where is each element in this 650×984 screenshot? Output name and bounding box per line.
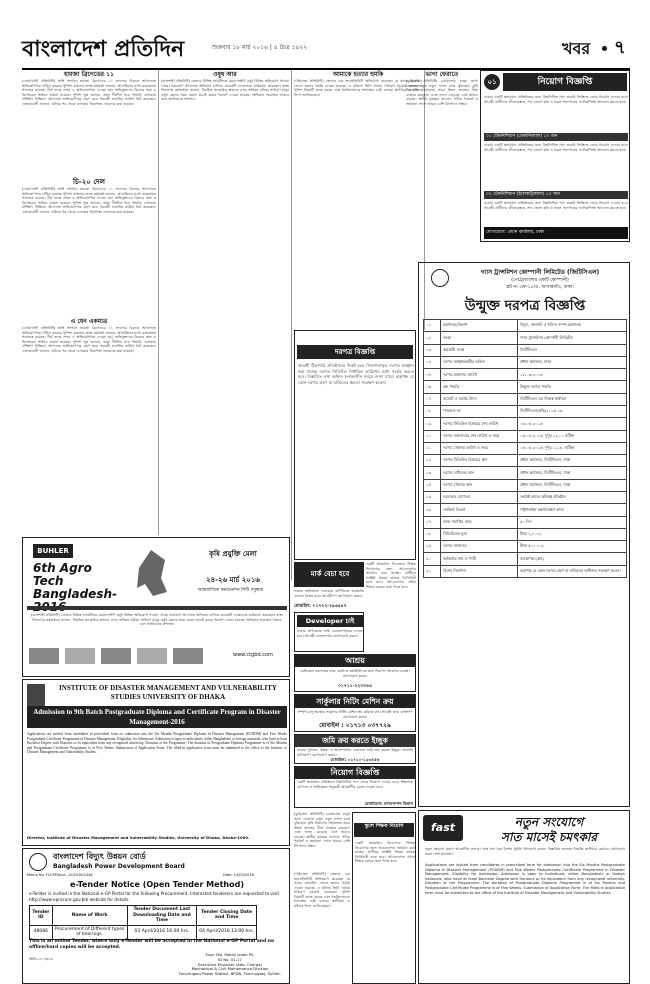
row-label: দরপত্র দাখিলের স্থান [441, 467, 518, 479]
shop-sale-phone: মোবাইল: ০১৭২২-২৯৬৫৪৭ [294, 604, 347, 609]
row-label: কাজ সমাপ্তির সময় [441, 516, 518, 528]
row-value: টাকা ৫০,০০০/- [518, 541, 627, 553]
gazette-notice [294, 812, 350, 984]
table-row [424, 528, 627, 540]
land-purchase-ad [294, 734, 416, 764]
column-header: Tender Document Last Downloading Date and Time [127, 906, 197, 926]
gas-tender [418, 262, 630, 807]
table-row [424, 369, 627, 381]
tender-note: This is an online Tender, where only e-Tender will be accepted in the National e-GP Portal and no offline/hard copies will be accepted. [29, 939, 275, 950]
shop-sale-ad [294, 562, 364, 587]
row-value: গ্যাস ট্রান্সমিশন কোম্পানী লিমিটেড [518, 332, 627, 344]
fast-title: নতুন সংযোগে [514, 815, 584, 829]
row-number: ১৬ [424, 504, 441, 516]
headline: হামজা ব্রিগেডের ১১ [64, 71, 114, 78]
ad-title: Developer চাই [297, 615, 363, 627]
ad-body: সম্পূর্ণ চালু অবস্থায় সার্কুলার নিটিং মেশিন ক্রয় করিতে চাই। আগ্রহী ক্রয়ে ব্যক্তিগণ যোগাযোগ করুন। [297, 710, 413, 719]
bpdb-tender [22, 848, 290, 984]
headline: চি-২০ দেল [73, 178, 105, 186]
row-value: পাইপলাইন রক্ষণাবেক্ষণ কাজ [518, 504, 627, 516]
notice-text: (কুড়িগ্রাম প্রতিনিধি) চরাঞ্চলের মানুষ ভাগ্য ফেরাতে নতুন নতুন ফসল চাষে ঝুঁকছেন। কৃষি বিভাগের সহায়তায় তারা উন্নত জাতের বীজ ব্যবহার করছেন। এতে ফলন বেড়েছে এবং আয়ও বাড়ছে। স্থানীয় কৃষকরা জানান, সঠিক পরামর্শ ও সহায়তা পেলে আরও বেশি উৎপাদন সম্ভব। [294, 812, 350, 848]
table-cell: Procurement of Different types of bearings. [52, 925, 127, 939]
row-label: দরপত্র জামানত [441, 541, 518, 553]
row-number: ০৯ [424, 418, 441, 430]
sponsor-logo [101, 648, 131, 664]
sponsor-logo [29, 648, 59, 664]
row-label: দরপত্র প্রকাশের তারিখ [441, 369, 518, 381]
admission-footer: Director, Institute of Disaster Management and Vulnerability Studies, University of Dhaka, Dhaka-1000. [27, 835, 250, 840]
row-value: টাকা ২,০০০/- [518, 528, 627, 540]
row-value: বিদ্যুৎ, জ্বালানি ও খনিজ সম্পদ মন্ত্রণালয় [518, 320, 627, 332]
table-row [424, 381, 627, 393]
row-value: ০৪-০৪-২০১৬, দুপুর ১২.৩০ ঘটিকা [518, 442, 627, 454]
ad-header: দরপত্র বিজ্ঞপ্তি [297, 345, 413, 359]
row-label: ক্রয় পদ্ধতি [441, 381, 518, 393]
tender-intro: e-Tender is invited in the National e-GP Portal for the following Procurement. Interested tenderers are requested to visit http://www.eprocure.gov.bd/ website for details. [29, 891, 280, 902]
sponsor-logo [137, 648, 167, 664]
left-footnote: জিডি-১৮০৩/১৬ [29, 957, 53, 961]
row-value: জিটিসিএল [518, 344, 627, 356]
row-label: ক্রয়কারী সংস্থা [441, 344, 518, 356]
ad-body: মেডিকেল কলেজের ছাত্র, ছাত্রী ও কর্মজীবীদের জন্য নিরাপদ আবাসন ব্যবস্থা। যোগাযোগ করুন। [300, 669, 410, 678]
table-row [424, 393, 627, 405]
row-number: ০৩ [424, 344, 441, 356]
masthead-date: শুক্রবার ১৮ মার্চ ২০১৬ | ৪ চৈত্র ১৪২২ [212, 44, 308, 51]
notice-text: (গাইবান্ধা প্রতিনিধি) জেলার এক জনপ্রতিনিধি অভিযোগ করেছেন যে তাকে মোবাইল ফোনে হত্যার হুমকি দেওয়া হয়েছে। এ ঘটনায় তিনি থানায় সাধারণ ডায়েরি করেছেন। পুলিশ বিষয়টি তদন্ত করছে এবং হুমকিদাতাকে শনাক্তের চেষ্টা চলছে। স্থানীয়রা এ ঘটনার নিন্দা জানিয়েছেন। [294, 872, 350, 908]
table-row [424, 442, 627, 454]
fast-logo [423, 815, 463, 841]
ad-body: একটি স্বনামধন্য প্রতিষ্ঠানে নিম্নলিখিত পদে লোক নিয়োগ দেওয়া হবে। শিক্ষাগত যোগ্যতা ও অভিজ্ঞতা অনুযায়ী আকর্ষণীয় বেতন দেওয়া হবে। [297, 780, 413, 789]
table-cell: 04 April/2016 13:00 hrs. [197, 925, 257, 939]
tender-notice-ad [294, 330, 416, 560]
ad-body: ঢাকার পূর্বাচল, উত্তরা ও আশেপাশের এলাকায় জমি ক্রয় করতে ইচ্ছুক। সরাসরি মালিকগণ যোগাযোগ করুন। [297, 748, 413, 757]
tender-title: উন্মুক্ত দরপত্র বিজ্ঞপ্তি [464, 298, 586, 314]
school-teacher-ad [352, 812, 416, 984]
row-value: ০৩-০৪-২০১৬ [518, 418, 627, 430]
agro-subtitle: কৃষি প্রযুক্তি মেলা [209, 550, 257, 558]
fast-body: নতুন সংযোগ গ্রহণে আকর্ষণীয় অফার। সাত মাস ধরে বিশেষ সুবিধা উপভোগ করুন। বিস্তারিত জানতে নিকটস্থ কাস্টমার কেয়ারে যোগাযোগ করুন। শর্ত প্রযোজ্য। [425, 847, 625, 856]
column-header: Name of Work [52, 906, 127, 926]
sponsor-logos [29, 646, 229, 668]
signer-division: Mechanical & Civil Maintenance Division [191, 966, 269, 972]
article-text: (রাজশাহী প্রতিনিধি) জেলার বিভিন্ন ফার্মেসিতে মেয়াদোত্তীর্ণ ওষুধ বিক্রির অভিযোগ পাওয়া গেছে। ভ্রাম্যমাণ আদালত অভিযান চালিয়ে কয়েকটি দোকানকে জরিমানা করেছেন। স্বাস্থ্য বিভাগের কর্মকর্তারা জানান, নিয়মিত তদারকির অভাবে এসব অনিয়ম ঘটছে। সাধারণ মানুষ ওষুধ কেনার সময় মেয়াদ যাচাই করার পরামর্শ দেওয়া হয়েছে। অভিযান অব্যাহত থাকবে বলে জানিয়েছে প্রশাসন। [161, 79, 289, 101]
company-logo-icon [431, 269, 449, 287]
masthead [22, 34, 630, 68]
job-ad-2 [294, 766, 416, 808]
article-text: (নোয়াখালী প্রতিনিধি) জঙ্গি সংগঠন হামজা ব্রিগেডের ১১ সদস্যের বিরুদ্ধে আদালতে অভিযোগপত্র দাখিল করেছে পুলিশ। মামলার তদন্ত কর্মকর্তা জানান, আসামিদের মধ্যে কয়েকজন পলাতক রয়েছে। দীর্ঘ তদন্ত শেষে এ অভিযোগপত্র দেওয়া হয়। অভিযুক্তদের বিরুদ্ধে অস্ত্র ও বিস্ফোরক আইনে মামলা হয়েছে। পুলিশ সূত্র জানায়, তারা দীর্ঘদিন ধরে পাহাড়ি এলাকায় প্রশিক্ষণ নিচ্ছিল। আদালত অভিযোগপত্র গ্রহণ করে পরবর্তী শুনানির তারিখ ধার্য করেছেন। এলাকাবাসী জানান, ঘটনার পর থেকে এলাকায় নিরাপত্তা জোরদার করা হয়েছে। [22, 326, 156, 353]
table-row [424, 320, 627, 332]
row-value: ৯০ দিন [518, 516, 627, 528]
table-row [424, 405, 627, 417]
bpdb-logo-icon [29, 853, 47, 871]
ad-body: আগ্রহী ঠিকাদারি প্রতিষ্ঠানের নিকট হতে সিলগালাকৃত দরপত্র আহ্বান করা যাচ্ছে। দরপত্র সিডিউল নির্ধারিত তারিখের মধ্যে সংগ্রহ করতে হবে। বিস্তারিত তথ্য অফিস চলাকালীন সময়ে জানা যাবে। কর্তৃপক্ষ যে কোন দরপত্র গ্রহণ বা বাতিলের ক্ষমতা সংরক্ষণ করেন। [298, 363, 414, 385]
row-label: প্যাকেজ নং [441, 405, 518, 417]
row-label: দরপত্র খোলার তারিখ ও সময় [441, 442, 518, 454]
ad-title: জমি ক্রয় করতে ইচ্ছুক [295, 735, 415, 747]
row-value: কর্তৃপক্ষ যে কোন দরপত্র গ্রহণ বা বাতিলের অধিকার সংরক্ষণ করেন। [518, 565, 627, 577]
table-row [424, 455, 627, 467]
row-value: ১৮-০৩-২০১৬ [518, 369, 627, 381]
row-number: ২০ [424, 553, 441, 565]
ad-title: আশ্রয় [295, 655, 415, 667]
bpdb-date: Date: 14/03/2016 [223, 873, 254, 877]
table-row [424, 418, 627, 430]
table-row [424, 504, 627, 516]
ad-body: ঢাকার প্রাণকেন্দ্রে জমি ডেভেলপারকে দেওয়া হবে। আগ্রহী ডেভেলপার যোগাযোগ করুন। [297, 629, 363, 638]
news-col-2 [161, 70, 289, 580]
article-text: (নোয়াখালী প্রতিনিধি) জঙ্গি সংগঠন হামজা ব্রিগেডের ১১ সদস্যের বিরুদ্ধে আদালতে অভিযোগপত্র দাখিল করেছে পুলিশ। মামলার তদন্ত কর্মকর্তা জানান, আসামিদের মধ্যে কয়েকজন পলাতক রয়েছে। দীর্ঘ তদন্ত শেষে এ অভিযোগপত্র দেওয়া হয়। অভিযুক্তদের বিরুদ্ধে অস্ত্র ও বিস্ফোরক আইনে মামলা হয়েছে। পুলিশ সূত্র জানায়, তারা দীর্ঘদিন ধরে পাহাড়ি এলাকায় প্রশিক্ষণ নিচ্ছিল। আদালত অভিযোগপত্র গ্রহণ করে পরবর্তী শুনানির তারিখ ধার্য করেছেন। এলাকাবাসী জানান, ঘটনার পর থেকে এলাকায় নিরাপত্তা জোরদার করা হয়েছে। [22, 79, 156, 106]
row-label: দরপত্র জমাদানের শেষ তারিখ ও সময় [441, 430, 518, 442]
ad-subhead: যোগাযোগ: প্রধান কার্যালয়, ঢাকা [484, 227, 628, 239]
row-value: উন্মুক্ত দরপত্র পদ্ধতি [518, 381, 627, 393]
fast-subtitle: সাত মাসেই চমৎকার [501, 830, 597, 844]
row-value: জিটিসিএল/প্রকি/২০১৫-১৬ [518, 405, 627, 417]
ad-phone: ০১৭১১-২২৩৩৪৪ [337, 684, 373, 689]
article-text: (গাইবান্ধা প্রতিনিধি) জেলার এক জনপ্রতিনিধি অভিযোগ করেছেন যে তাকে মোবাইল ফোনে হত্যার হুমকি দেওয়া হয়েছে। এ ঘটনায় তিনি থানায় সাধারণ ডায়েরি করেছেন। পুলিশ বিষয়টি তদন্ত করছে এবং হুমকিদাতাকে শনাক্তের চেষ্টা চলছে। স্থানীয়রা এ ঘটনার নিন্দা জানিয়েছেন। [294, 79, 422, 97]
bpdb-memo: Memo No. FCCPP/Acct.-10/2016/1448 [27, 873, 93, 877]
fast-brand: fast [430, 821, 455, 834]
row-number: ২১ [424, 565, 441, 577]
university-logo-icon [27, 684, 45, 706]
bpdb-subtitle: Bangladesh Power Development Board [53, 863, 185, 870]
agro-divider [27, 606, 287, 610]
ad-phone: মোবাইল: ০১৭১০-১২৩৪৫৬ [330, 757, 380, 762]
row-number: ১৪ [424, 479, 441, 491]
row-value: প্রধান কার্যালয়, জিটিসিএল, ঢাকা [518, 467, 627, 479]
row-value: ব্যবস্থাপক (ক্রয়) [518, 553, 627, 565]
row-number: ১৮ [424, 528, 441, 540]
table-row [424, 332, 627, 344]
table-row [424, 344, 627, 356]
table-row [424, 356, 627, 368]
table-cell: 03 April/2016 16:00 hrs. [127, 925, 197, 939]
tender-table [29, 905, 257, 940]
buhler-logo: BUHLER [33, 544, 73, 558]
tender-table [423, 319, 627, 578]
col-divider [158, 70, 159, 535]
column-header: Tender ID [30, 906, 53, 926]
table-row [424, 565, 627, 577]
agro-venue: আন্তর্জাতিক কনভেনশন সিটি বসুন্ধরা [197, 588, 264, 593]
fast-ad [418, 810, 630, 984]
row-label: মন্ত্রণালয়/বিভাগ [441, 320, 518, 332]
row-value: প্রধান কার্যালয়, জিটিসিএল, ঢাকা [518, 479, 627, 491]
signer-name: Engr. Md. Rabiul Islam Pk. [205, 952, 255, 957]
table-row [424, 516, 627, 528]
row-number: ০৭ [424, 393, 441, 405]
shop-sale-body: ঢাকার অভিজাত এলাকায় বাণিজ্যিক মার্কেটের দোকান বিক্রয় হবে। আগ্রহীগণ যোগাযোগ করুন। [294, 589, 364, 598]
sponsor-logo [65, 648, 95, 664]
row-label: দরপত্র সিডিউল বিক্রয়ের শেষ তারিখ [441, 418, 518, 430]
signer-address: Fenchuganj Power Station, BPDB, Fenchuganj, Sylhet. [179, 971, 281, 977]
table-row [424, 467, 627, 479]
article-text: (কুড়িগ্রাম প্রতিনিধি) চরাঞ্চলের মানুষ ভাগ্য ফেরাতে নতুন নতুন ফসল চাষে ঝুঁকছেন। কৃষি বিভাগের সহায়তায় তারা উন্নত জাতের বীজ ব্যবহার করছেন। এতে ফলন বেড়েছে এবং আয়ও বাড়ছে। স্থানীয় কৃষকরা জানান, সঠিক পরামর্শ ও সহায়তা পেলে আরও বেশি উৎপাদন সম্ভব। [406, 79, 478, 106]
ad-body: ঢাকায় একটি স্বনামধন্য প্রতিষ্ঠানের জন্য নিম্নলিখিত পদে জরুরি ভিত্তিতে লোক নিয়োগ দেওয়া হবে। আগ্রহী প্রার্থীদের জীবনবৃত্তান্ত, সদ্য তোলা ছবি ও সকল সনদপত্রের ফটোকপিসহ আবেদন করতে হবে। [484, 201, 628, 210]
ad-title: সার্কুলার নিটিং মেশিন ক্রয় [295, 695, 415, 708]
row-number: ০৪ [424, 356, 441, 368]
headline: ওষুধ আর [213, 71, 237, 78]
row-value: প্রধান কার্যালয়, ঢাকা [518, 356, 627, 368]
row-label: দরদাতার যোগ্যতা [441, 491, 518, 503]
row-label: দরপত্র আহ্বানকারীর অফিস [441, 356, 518, 368]
developer-ad [294, 612, 364, 652]
row-label: সিডিউলের মূল্য [441, 528, 518, 540]
row-value: জিটিসিএল এর নিজস্ব অর্থায়ন [518, 393, 627, 405]
table-row [424, 491, 627, 503]
agro-title: 6th Agro Tech Bangladesh- [33, 561, 117, 601]
row-label: দরপত্র খোলার স্থান [441, 479, 518, 491]
row-label: সংক্ষিপ্ত বিবরণ [441, 504, 518, 516]
row-number: ১৯ [424, 541, 441, 553]
ad-phone: মোবাইল : ০১৭১৩ ০৩৭৭২৯ [319, 722, 391, 729]
fast-body: Applications are invited from candidates in prescribed form for admission into the Six Months Postgraduate Diploma in Disaster Management (PGDDM) and Five Weeks Postgraduate Certificate Programme in Disaster Management. Eligibility for Admission: Admission is open to individuals, either Bangladeshi or foreign nationals, who have at least Bachelor Degree with Honours or its equivalent from any recognized university. Duration of the Programme: The duration of Postgraduate Diploma Programme is of Six Months and Postgraduate Certificate Programme is of Five Weeks. Submission of Application Form: The filled-in application form must be submitted to the office of the Institute of Disaster Management and Vulnerability Studies. [425, 863, 625, 895]
row-number: ১৫ [424, 491, 441, 503]
row-value: প্রধান কার্যালয়, জিটিসিএল, ঢাকা [518, 455, 627, 467]
bpdb-title: বাংলাদেশ বিদ্যুৎ উন্নয়ন বোর্ড [53, 852, 146, 861]
headline: ভাগ্য ফেরাতে [425, 71, 459, 78]
agro-exhibitors: (রাজশাহী প্রতিনিধি) জেলার বিভিন্ন ফার্মেসিতে মেয়াদোত্তীর্ণ ওষুধ বিক্রির অভিযোগ পাওয়া গেছে। ভ্রাম্যমাণ আদালত অভিযান চালিয়ে কয়েকটি দোকানকে জরিমানা করেছেন। স্বাস্থ্য বিভাগের কর্মকর্তারা জানান, নিয়মিত তদারকির অভাবে এসব অনিয়ম ঘটছে। সাধারণ মানুষ ওষুধ কেনার সময় মেয়াদ যাচাই করার পরামর্শ দেওয়া হয়েছে। অভিযান অব্যাহত থাকবে বলে জানিয়েছে প্রশাসন। [31, 613, 283, 626]
headline: আমাকে হত্যার হুমকি [332, 71, 384, 78]
news-col-1 [22, 70, 156, 535]
ad-title: মার্ক বেচা হবে [310, 570, 350, 578]
table-cell: 48086 [30, 925, 53, 939]
table-row [30, 925, 257, 939]
agro-dates: ২৪-২৬ মার্চ ২০১৬ [206, 576, 260, 584]
knitting-ad [294, 694, 416, 732]
article-text: (নোয়াখালী প্রতিনিধি) জঙ্গি সংগঠন হামজা ব্রিগেডের ১১ সদস্যের বিরুদ্ধে আদালতে অভিযোগপত্র দাখিল করেছে পুলিশ। মামলার তদন্ত কর্মকর্তা জানান, আসামিদের মধ্যে কয়েকজন পলাতক রয়েছে। দীর্ঘ তদন্ত শেষে এ অভিযোগপত্র দেওয়া হয়। অভিযুক্তদের বিরুদ্ধে অস্ত্র ও বিস্ফোরক আইনে মামলা হয়েছে। পুলিশ সূত্র জানায়, তারা দীর্ঘদিন ধরে পাহাড়ি এলাকায় প্রশিক্ষণ নিচ্ছিল। আদালত অভিযোগপত্র গ্রহণ করে পরবর্তী শুনানির তারিখ ধার্য করেছেন। এলাকাবাসী জানান, ঘটনার পর থেকে এলাকায় নিরাপত্তা জোরদার করা হয়েছে। [22, 187, 156, 214]
ad-title: নিয়োগ বিজ্ঞপ্তি [295, 767, 415, 779]
row-number: ১৭ [424, 516, 441, 528]
row-number: ০২ [424, 332, 441, 344]
map-icon [131, 548, 171, 598]
university-ad [22, 679, 290, 846]
ad-body: ঢাকায় একটি স্বনামধন্য প্রতিষ্ঠানের জন্য নিম্নলিখিত পদে জরুরি ভিত্তিতে লোক নিয়োগ দেওয়া হবে। আগ্রহী প্রার্থীদের জীবনবৃত্তান্ত, সদ্য তোলা ছবি ও সকল সনদপত্রের ফটোকপিসহ আবেদন করতে হবে। [484, 95, 628, 104]
sponsor-logo [173, 648, 203, 664]
row-label: কর্মকর্তার নাম ও পদবী [441, 553, 518, 565]
ad-subhead: ০১ টেকনিশিয়ান (মেকানিক্যাল) ১০ জন [484, 133, 628, 141]
masthead-title: বাংলাদেশ প্রতিদিন [22, 36, 185, 62]
row-number: ০১ [424, 320, 441, 332]
signature-block [173, 953, 287, 977]
row-number: ১০ [424, 430, 441, 442]
row-label: দরপত্র সিডিউল বিক্রয়ের স্থান [441, 455, 518, 467]
row-label: সংস্থা [441, 332, 518, 344]
column-header: Tender Closing Date and Time [197, 906, 257, 926]
table-row [424, 430, 627, 442]
tender-title: e-Tender Notice (Open Tender Method) [70, 880, 244, 889]
row-label: বাজেট ও অর্থের উৎস [441, 393, 518, 405]
section-label: খবর [562, 39, 591, 58]
agro-ad [22, 537, 290, 677]
ad-subhead: ০২ টেকনিশিয়ান (ইলেকট্রিক্যাল) ১০ জন [484, 191, 628, 199]
ad-footer: যোগাযোগ: মানবসম্পদ বিভাগ [364, 801, 413, 806]
headline: এ যেন একমাত্র [70, 318, 108, 325]
shelter-ad [294, 654, 416, 692]
admission-banner: Admission to 9th Batch Postgraduate Diploma and Certificate Program in Disaster Management-2016 [27, 706, 287, 728]
row-number: ০৬ [424, 381, 441, 393]
ad-body: একটি স্বনামধন্য বিদ্যালয়ে শিক্ষক নিয়োগের জন্য আবেদনপত্র আহ্বান করা যাচ্ছে। প্রার্থীকে সংশ্লিষ্ট বিষয়ে স্নাতক ডিগ্রিধারী হতে হবে। আবেদনপত্র প্রধান শিক্ষক বরাবর জমা দিতে হবে। [355, 841, 415, 863]
row-number: ১৩ [424, 467, 441, 479]
admission-body: Applications are invited from candidates in prescribed form for admission into the Six Months Postgraduate Diploma in Disaster Management (PGDDM) and Five Weeks Postgraduate Certificate Programme in Disaster Management. Eligibility for Admission: Admission is open to individuals, either Bangladeshi or foreign nationals, who have at least Bachelor Degree with Honours or its equivalent from any recognized university. Duration of the Programme: The duration of Postgraduate Diploma Programme is of Six Months and Postgraduate Certificate Programme is of Five Weeks. Submission of Application Form: The filled-in application form must be submitted to the office of the Institute of Disaster Management and Vulnerability Studies. [27, 732, 287, 754]
job-ad-1 [480, 70, 630, 242]
signer-id: ID No. 01-17 [218, 956, 242, 962]
ad-title: নিয়োগ বিজ্ঞপ্তি [503, 73, 627, 91]
table-row [424, 541, 627, 553]
agro-website[interactable]: www.ctgbd.com [233, 652, 273, 658]
row-number: ০৫ [424, 369, 441, 381]
col-divider [291, 70, 292, 580]
ad-body: ঢাকায় একটি স্বনামধন্য প্রতিষ্ঠানের জন্য নিম্নলিখিত পদে জরুরি ভিত্তিতে লোক নিয়োগ দেওয়া হবে। আগ্রহী প্রার্থীদের জীবনবৃত্তান্ত, সদ্য তোলা ছবি ও সকল সনদপত্রের ফটোকপিসহ আবেদন করতে হবে। [484, 143, 628, 152]
land-dispute-ad: একটি স্বনামধন্য বিদ্যালয়ে শিক্ষক নিয়োগের জন্য আবেদনপত্র আহ্বান করা যাচ্ছে। প্রার্থীকে সংশ্লিষ্ট বিষয়ে স্নাতক ডিগ্রিধারী হতে হবে। আবেদনপত্র প্রধান শিক্ষক বরাবর জমা দিতে হবে। [366, 562, 416, 589]
university-title: INSTITUTE OF DISASTER MANAGEMENT AND VULNERABILITY STUDIES UNIVERSITY OF DHAKA [59, 684, 277, 701]
table-row [424, 479, 627, 491]
signer-title: Executive Engineer (Add. Charge) [197, 961, 263, 967]
bullet-icon [602, 46, 607, 51]
row-number: ০৮ [424, 405, 441, 417]
company-sub: (পেট্রোবাংলার একটি কোম্পানী) [511, 278, 569, 283]
row-value: সংশ্লিষ্ট কাজে অভিজ্ঞ প্রতিষ্ঠান [518, 491, 627, 503]
row-value: ০৪-০৪-২০১৬, দুপুর ১২.০০ ঘটিকা [518, 430, 627, 442]
ad-number-badge: ০১ [484, 74, 500, 90]
row-number: ১১ [424, 442, 441, 454]
company-address: প্লট নং এফ-১৮/এ, আগারগাঁও, ঢাকা। [506, 285, 574, 290]
page-number: ৭ [614, 37, 626, 58]
row-number: ১২ [424, 455, 441, 467]
ad-title: স্কুলে শিক্ষক নিয়োগ [354, 823, 414, 837]
row-label: বিশেষ নির্দেশনা [441, 565, 518, 577]
company-name: গ্যাস ট্রান্সমিশন কোম্পানী লিমিটেড (জিটিসিএল) [480, 269, 600, 276]
table-row [424, 553, 627, 565]
